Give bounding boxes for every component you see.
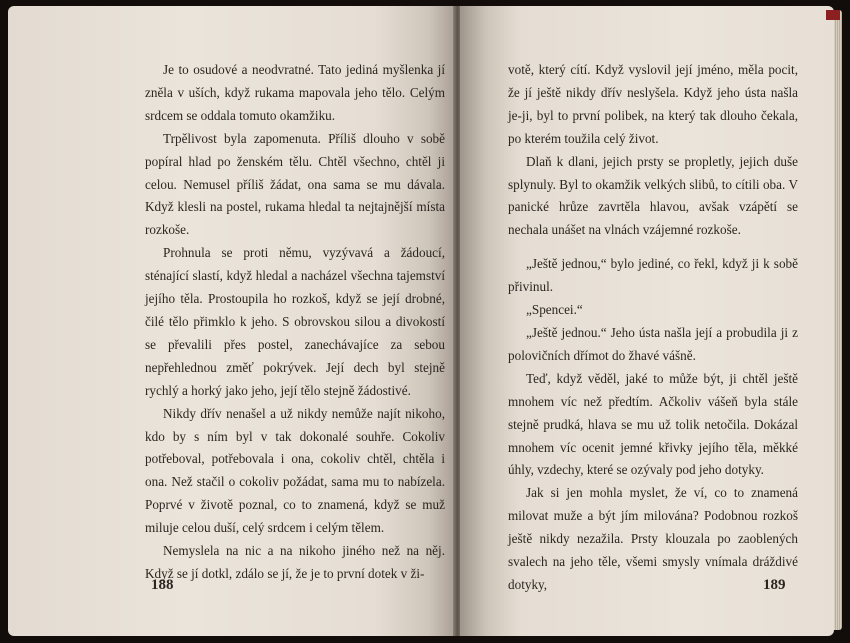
paragraph: Trpělivost byla zapomenuta. Příliš dlouho v sobě popíral hlad po ženském tělu. Chtěl všechno, chtěl ji celou. Nemusel příliš žádat, ona sama se mu dávala. Když klesli na postel, rukama hledal ta nejtajnější místa rozkoše. [145, 130, 445, 238]
paragraph: Jak si jen mohla myslet, že ví, co to znamená milovat muže a být jím milována? Podobnou rozkoš ještě nikdy nezažila. Prsty klouzala po zaoblených svalech na jeho těle, všemi smysly vnímala dráždivé dotyky, [508, 485, 798, 592]
page-edges [834, 10, 842, 630]
paragraph: „Ještě jednou,“ bylo jediné, co řekl, když ji k sobě přivinul. [508, 256, 798, 295]
corner-mark [826, 10, 840, 20]
paragraph: votě, který cítí. Když vyslovil její jméno, měla pocit, že jí ještě nikdy dřív neslyšela. Když jeho ústa našla je-ji, byl to první polibek, na který tak dlouho čekala, po kterém toužila celý život. [508, 62, 798, 146]
right-page-text [508, 59, 798, 597]
paragraph: Je to osudové a neodvratné. Tato jediná myšlenka jí zněla v uších, když rukama mapovala jeho tělo. Celým srdcem se oddala tomuto okamžiku. [145, 62, 445, 123]
left-page-text [145, 59, 445, 586]
page-number-right: 189 [763, 577, 786, 593]
paragraph: Dlaň k dlani, jejich prsty se propletly, jejich duše splynuly. Byl to okamžik velkých slibů, to cítili oba. V panické hrůze zavrtěla hlavou, avšak vzápětí se nechala unášet na vlnách vzájemné rozkoše. [508, 153, 798, 238]
paragraph: Nemyslela na nic a na nikoho jiného než na něj. Když se jí dotkl, zdálo se jí, že je to první dotek v ži- [145, 543, 445, 581]
paragraph: „Spencei.“ [526, 302, 583, 318]
paragraph: Teď, když věděl, jaké to může být, ji chtěl ještě mnohem víc než předtím. Ačkoliv vášeň byla stále stejně prudká, hlava se mu už tolik netočila. Dokázal mnohem víc ocenit jemné křivky jejího těla, měkké úhly, vzdechy, které se ozývaly pod jeho dotyky. [508, 370, 798, 478]
right-page [460, 6, 834, 636]
paragraph: „Ještě jednou.“ Jeho ústa našla její a probudila ji z polovičních dřímot do žhavé vášně. [508, 324, 798, 363]
paragraph: Prohnula se proti němu, vyzývavá a žádoucí, sténající slastí, když hledal a nacházel všechna tajemství jejího těla. Prostoupila ho rozkoš, když se její drobné, čilé tělo přimklo k jeho. S obrovskou silou a divokostí se převalili přes postel, zanechávajíce za sebou nepřehlednou změť pokrývek. Její dech byl stejně rychlý a horký jako jeho, její tělo stejně žádostivé. [145, 245, 445, 398]
page-number-left: 188 [151, 577, 174, 593]
paragraph: Nikdy dřív nenašel a už nikdy nemůže najít nikoho, kdo by s ním byl v tak dokonalé souhře. Cokoliv potřeboval, potřebovala i ona, cokoliv chtěl, chtěla i ona. Než stačil o cokoliv požádat, sama mu to nabízela. Poprvé v životě poznal, co to znamená, když se muž miluje celou duší, celý srdcem i celým tělem. [145, 405, 445, 536]
left-page [8, 6, 455, 636]
open-book [8, 6, 842, 636]
